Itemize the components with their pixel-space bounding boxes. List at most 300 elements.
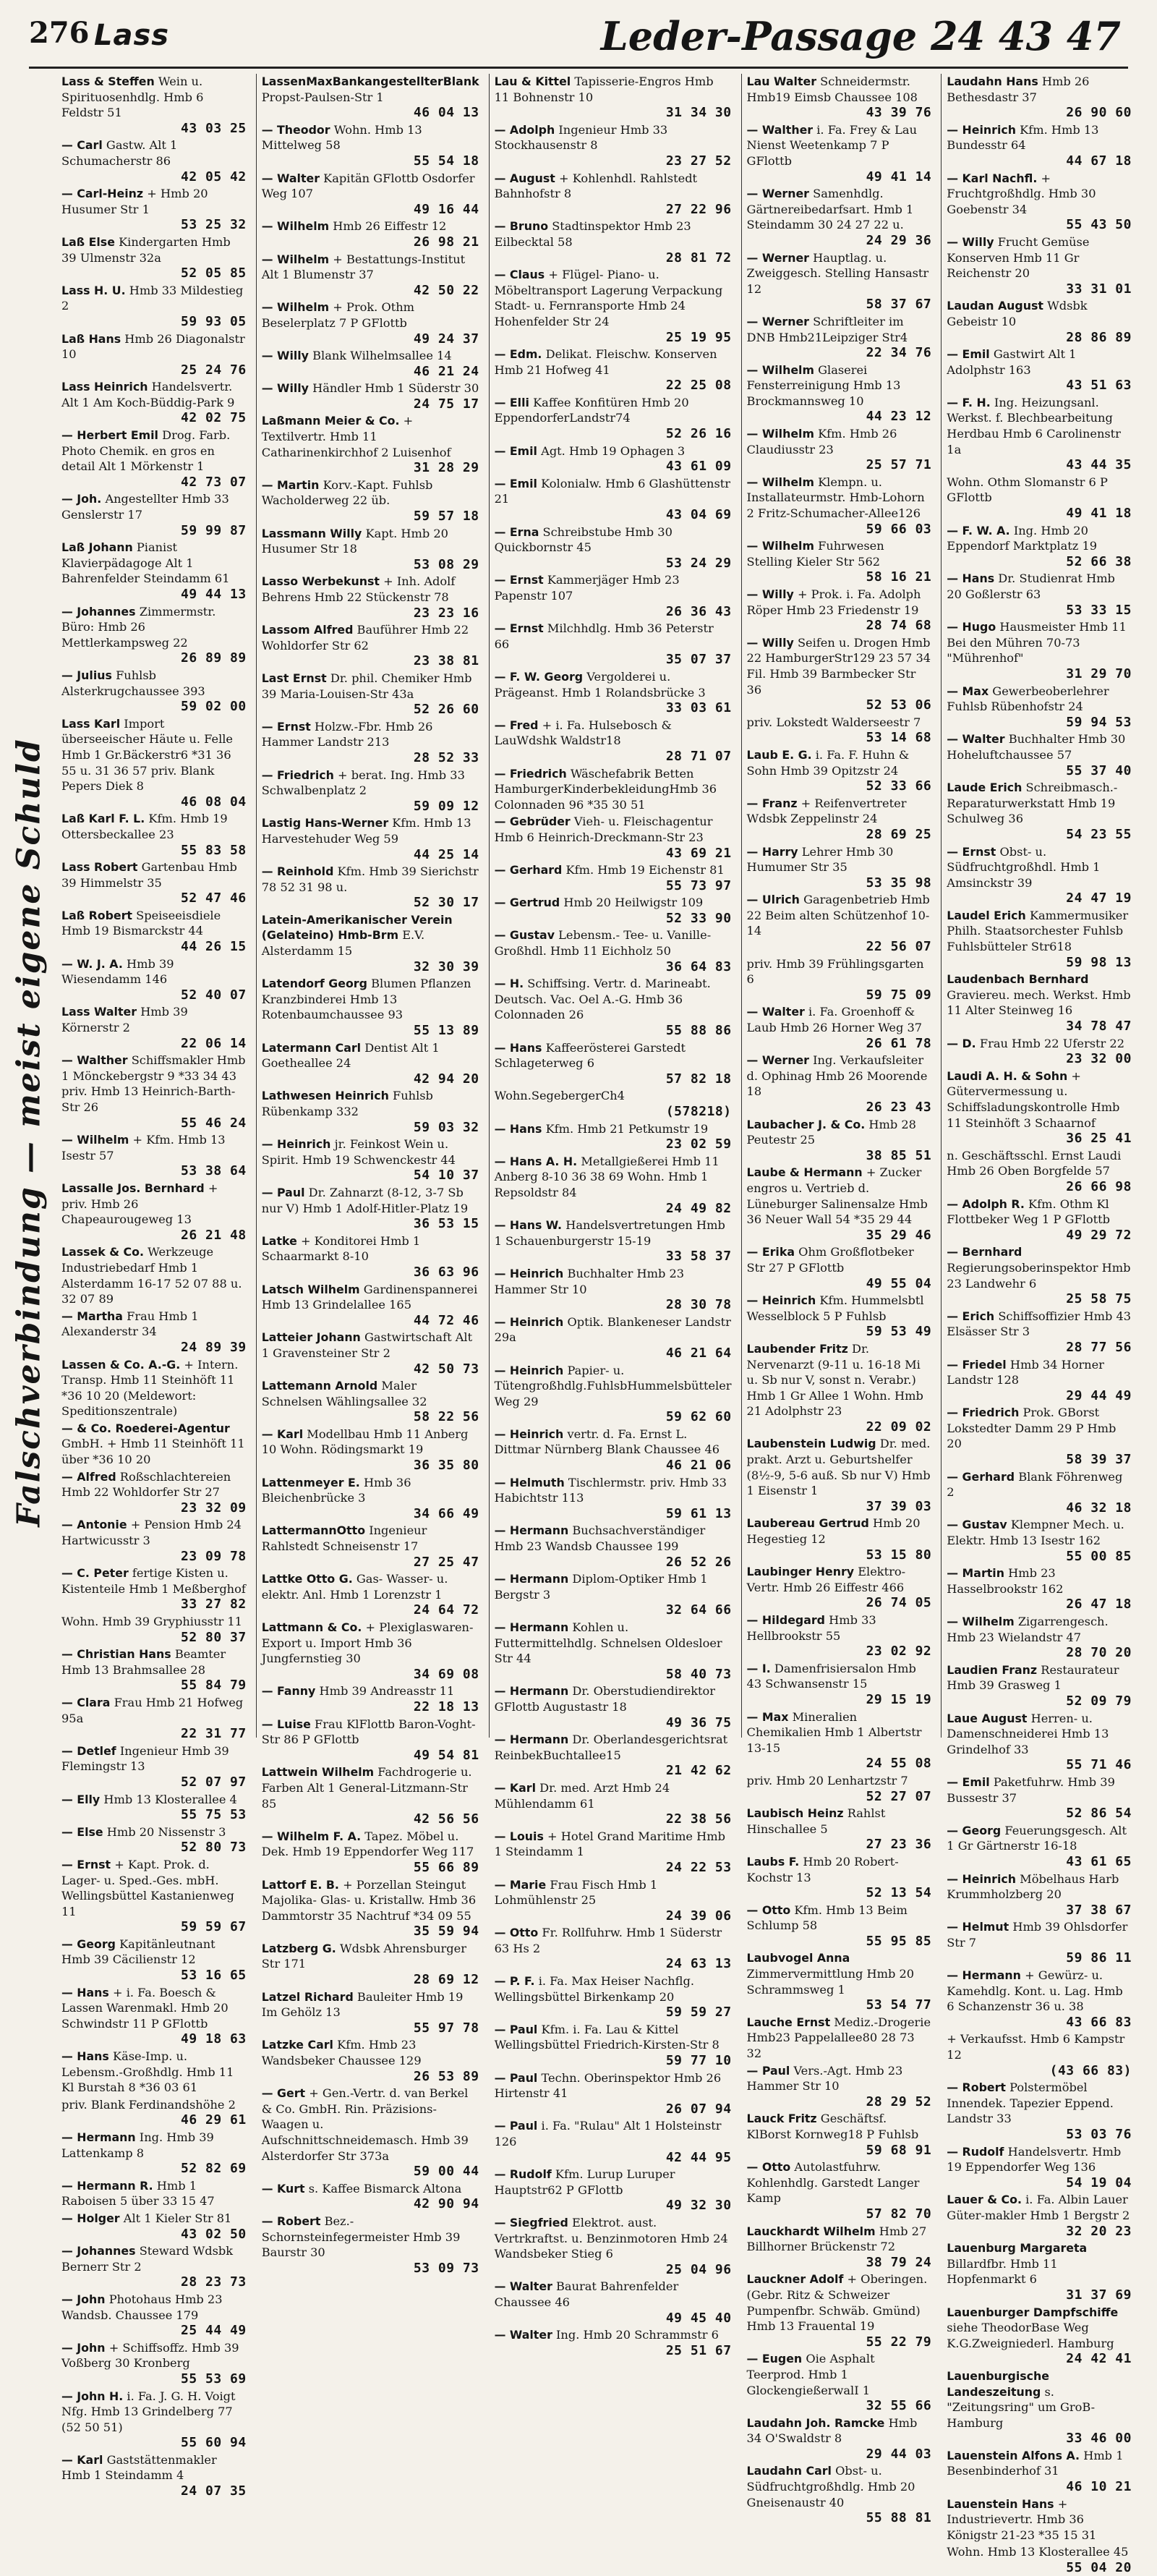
- directory-entry: [262, 2181, 479, 2212]
- entry-details: s. "Zeitungsring" um GroB-Hamburg: [947, 2384, 1096, 2430]
- entry-name: — Wilhelm: [746, 475, 814, 489]
- entry-name: — Martin: [261, 477, 320, 492]
- directory-entry: [947, 1662, 1132, 1709]
- entry-name: Laudel Erich: [947, 908, 1026, 922]
- entry-details: Damenfrisiersalon Hmb 43 Schwansenstr 15: [746, 1661, 916, 1691]
- entry-name: — Walther: [61, 1053, 128, 1068]
- entry-phone: 59 62 60: [665, 1409, 732, 1425]
- entry-phone: 52 47 46: [181, 890, 247, 906]
- entry-details: Hmb 34 Horner Landstr 128: [947, 1357, 1104, 1387]
- entry-details: priv. Hmb 20 Lenhartzstr 7: [746, 1773, 908, 1788]
- directory-entry: [747, 122, 932, 184]
- directory-entry: [495, 122, 732, 169]
- directory-entry: [495, 1040, 732, 1087]
- entry-phone: 57 82 18: [665, 1071, 732, 1087]
- entry-details: Käse-Imp. u. Lebensm.-Großhdlg. Hmb 11 Kl Burstah 8 *36 03 61: [61, 2049, 234, 2095]
- directory-entry: [947, 2496, 1132, 2543]
- entry-name: — Johannes: [61, 2244, 136, 2258]
- directory-columns: [61, 74, 1135, 2576]
- entry-phone: 59 02 00: [181, 699, 247, 715]
- directory-entry: [61, 1517, 247, 1564]
- directory-entry: [947, 619, 1132, 681]
- entry-details: Fachdrogerie u. Farben Alt 1 General-Litzmann-Str 85: [261, 1765, 472, 1811]
- entry-phone: 43 69 21: [665, 845, 732, 861]
- entry-phone: 44 25 14: [413, 846, 479, 862]
- entry-name: — Werner: [746, 250, 809, 265]
- directory-entry: [747, 2415, 932, 2462]
- entry-details: Glaserei Fensterreinigung Hmb 13 Brockmannsweg 10: [746, 362, 901, 408]
- entry-phone: 38 85 51: [866, 1147, 932, 1163]
- entry-name: — Heinrich: [947, 1871, 1016, 1886]
- entry-details: Schiffsoffizier Hmb 43 Elsässer Str 3: [947, 1309, 1132, 1339]
- entry-details: + i. Fa. Boesch & Lassen Warenmakl. Hmb 20 Schwindstr 11 P GFlottb: [61, 1985, 229, 2031]
- entry-details: Ohm Großflotbeker Str 27 P GFlottb: [746, 1245, 914, 1275]
- entry-details: Dr. med. prakt. Arzt u. Geburtshelfer (8½-9, 5-6 auß. Sb nur V) Hmb 1 Eisenstr 1: [746, 1437, 931, 1498]
- entry-name: Latsch Wilhelm: [261, 1282, 360, 1296]
- entry-phone: 24 39 06: [665, 1908, 732, 1924]
- entry-details: Dr. Oberlandesgerichtsrat ReinbekBuchtallee15: [494, 1733, 728, 1762]
- entry-name: — Ernst: [494, 573, 544, 587]
- entry-details: Wäschefabrik Betten HamburgerKinderbekleidungHmb 36 Colonnaden 96 *35 30 51: [494, 766, 717, 812]
- entry-phone: 42 73 07: [181, 474, 247, 490]
- directory-entry: [262, 768, 479, 815]
- entry-name: — Hermann: [494, 1684, 569, 1699]
- directory-entry: [262, 171, 479, 218]
- entry-details: Hmb 39 Andreasstr 11: [319, 1684, 455, 1699]
- entry-details: + Kapt. Prok. d. Lager- u. Sped.-Ges. mbH. Wellingsbüttel Kastanienweg 11: [61, 1857, 234, 1918]
- entry-phone: 58 16 21: [866, 569, 932, 585]
- directory-entry: [262, 477, 479, 524]
- entry-name: Latendorf Georg: [261, 977, 367, 991]
- entry-details: Mineralien Chemikalien Hmb 1 Albertstr 13-15: [746, 1709, 922, 1755]
- entry-details: GmbH. + Hmb 11 Steinhöft 11 über *36 10 20: [61, 1437, 245, 1467]
- entry-name: — C. Peter: [61, 1566, 129, 1581]
- entry-phone: 35 59 94: [413, 1924, 479, 1939]
- entry-phone: 53 25 32: [181, 217, 247, 233]
- entry-phone: 49 32 30: [665, 2198, 732, 2214]
- directory-entry: [61, 604, 247, 666]
- entry-name: — Heinrich: [494, 1363, 564, 1377]
- directory-entry: [747, 1117, 932, 1164]
- entry-name: — Paul: [494, 2119, 538, 2133]
- directory-entry: [947, 780, 1132, 842]
- directory-entry: [61, 1244, 247, 1306]
- entry-details: Kaffee Konfitüren Hmb 20 EppendorferLandstr74: [494, 395, 689, 425]
- entry-phone: 22 56 07: [866, 939, 932, 955]
- entry-name: — Friedrich: [494, 766, 567, 781]
- entry-details: + Bestattungs-Institut Alt 1 Blumenstr 37: [261, 252, 466, 282]
- advertising-banner: Leder-Passage 24 43 47: [600, 13, 1121, 59]
- entry-name: — Hermann: [61, 2130, 136, 2144]
- entry-phone: 52 07 97: [181, 1774, 247, 1790]
- entry-name: — Adolph R.: [947, 1196, 1025, 1211]
- directory-entry: [61, 1565, 247, 1612]
- entry-phone: 44 72 46: [413, 1312, 479, 1328]
- entry-details: + Kfm. Hmb 13 Isestr 57: [61, 1133, 226, 1162]
- entry-details: Kfm. Hmb 19 Eichenstr 81: [565, 863, 725, 877]
- entry-details: Schreibstube Hmb 30 Quickbornstr 45: [494, 524, 673, 555]
- entry-phone: 53 38 64: [181, 1163, 247, 1179]
- entry-name: Lastig Hans-Werner: [261, 816, 389, 830]
- directory-entry: [747, 715, 932, 746]
- entry-phone: 26 36 43: [665, 603, 732, 619]
- directory-entry: [495, 524, 732, 571]
- entry-phone: 52 26 16: [665, 426, 732, 442]
- directory-entry: [262, 1330, 479, 1377]
- entry-name: — Paul: [494, 2022, 538, 2036]
- entry-name: — John: [61, 2340, 106, 2355]
- entry-name: — Hans: [61, 1985, 109, 1999]
- directory-entry: [262, 1040, 479, 1087]
- entry-phone: 55 04 20: [1066, 2560, 1132, 2576]
- entry-name: Lassalle Jos. Bernhard: [61, 1181, 205, 1195]
- directory-entry: [495, 1475, 732, 1522]
- entry-phone: 46 29 61: [181, 2112, 247, 2128]
- entry-phone: 54 19 04: [1066, 2175, 1132, 2190]
- entry-phone: 27 23 36: [866, 1837, 932, 1853]
- entry-details: Hmb 33 Mildestieg 2: [61, 283, 244, 313]
- directory-entry: [495, 1314, 732, 1361]
- directory-entry: [747, 538, 932, 585]
- entry-details: Hmb 20 Robert-Kochstr 13: [746, 1854, 899, 1884]
- entry-name: Lass Karl: [61, 716, 121, 731]
- entry-name: — Max: [746, 1709, 789, 1724]
- entry-details: Buchsachverständiger Hmb 23 Wandsb Chaussee 199: [494, 1523, 706, 1554]
- directory-entry: [947, 1148, 1132, 1195]
- entry-details: Frau KlFlottb Baron-Voght-Str 86 P GFlottb: [261, 1717, 476, 1747]
- directory-entry: [61, 1792, 247, 1823]
- entry-phone: 33 46 00: [1066, 2431, 1132, 2447]
- entry-phone: 44 26 15: [181, 939, 247, 955]
- entry-details: Lehrer Hmb 30 Humumer Str 35: [746, 844, 894, 875]
- entry-name: — Eugen: [746, 2352, 803, 2366]
- entry-phone: 43 66 83: [1066, 2014, 1132, 2030]
- entry-details: Fr. Rollfuhrw. Hmb 1 Süderstr 63 Hs 2: [494, 1926, 722, 1955]
- directory-entry: [61, 811, 247, 858]
- entry-details: Hmb 1 Raboisen 5 über 33 15 47: [61, 2178, 215, 2209]
- directory-entry: [495, 267, 732, 345]
- entry-details: + priv. Hmb 26 Chapeaurougeweg 13: [61, 1181, 218, 1227]
- entry-name: — P. F.: [494, 1974, 535, 1989]
- entry-name: Laudan August: [947, 299, 1043, 313]
- entry-details: Kfm. Othm Kl Flottbeker Weg 1 P GFlottb: [947, 1196, 1110, 1227]
- entry-details: + Zucker engros u. Vertrieb d. Lüneburger Salinensalze Hmb 36 Neuer Wall 54 *35 29 44: [746, 1165, 928, 1227]
- entry-phone: 42 94 20: [413, 1071, 479, 1087]
- entry-name: Lattke Otto G.: [261, 1572, 353, 1586]
- entry-details: + Fruchtgroßhdlg. Hmb 30 Goebenstr 34: [947, 171, 1096, 216]
- entry-details: Elektro-Vertr. Hmb 26 Eiffestr 466: [746, 1565, 906, 1594]
- directory-entry: [262, 1717, 479, 1764]
- directory-entry: [495, 2118, 732, 2165]
- directory-entry: [61, 2292, 247, 2339]
- entry-name: Lassmann Willy: [261, 526, 362, 540]
- entry-details: Kfm. Hmb 21 Petkumstr 19: [545, 1121, 709, 1136]
- entry-name: — Julius: [61, 668, 112, 682]
- directory-entry: [262, 912, 479, 974]
- entry-phone: 24 42 41: [1066, 2351, 1132, 2367]
- directory-entry: [495, 1217, 732, 1264]
- directory-entry: [61, 186, 247, 233]
- entry-phone: 59 94 53: [1066, 714, 1132, 730]
- entry-details: Kfm. Hmb 13 Beim Schlump 58: [746, 1903, 908, 1933]
- entry-details: Herren- u. Damenschneiderei Hmb 13 Grindelhof 33: [947, 1711, 1109, 1756]
- directory-entry: [747, 1661, 932, 1708]
- entry-name: — Elli: [494, 395, 529, 409]
- entry-name: Lauckner Adolf: [746, 2272, 844, 2287]
- entry-details: Hmb 26 Bethesdastr 37: [947, 75, 1090, 104]
- entry-phone: 33 03 61: [665, 700, 732, 716]
- entry-name: — Gerhard: [494, 863, 563, 877]
- entry-name: Laubisch Heinz: [746, 1806, 844, 1821]
- entry-details: Frau Hmb 22 Uferstr 22: [979, 1036, 1124, 1050]
- directory-entry: [747, 1612, 932, 1659]
- entry-details: Schreibmasch.-Reparaturwerkstatt Hmb 19 Schulweg 36: [947, 781, 1118, 826]
- directory-entry: [947, 1068, 1132, 1147]
- directory-entry: [947, 2368, 1132, 2447]
- entry-name: Laubvogel Anna: [746, 1951, 850, 1965]
- entry-phone: 49 41 18: [1066, 506, 1132, 522]
- entry-details: Ingenieur Rahlstedt Schneisenstr 17: [261, 1523, 427, 1554]
- directory-entry: [262, 1523, 479, 1570]
- entry-phone: 24 75 17: [413, 396, 479, 412]
- directory-entry: [747, 747, 932, 794]
- entry-phone: 34 66 49: [413, 1505, 479, 1521]
- entry-details: Gartenbau Hmb 39 Himmelstr 35: [61, 860, 237, 890]
- entry-name: — Karl: [261, 1427, 304, 1441]
- entry-name: — Emil: [494, 443, 537, 458]
- directory-entry: [747, 892, 932, 954]
- directory-entry: [747, 1516, 932, 1563]
- entry-phone: 36 63 96: [413, 1264, 479, 1280]
- entry-phone: 24 22 53: [665, 1859, 732, 1875]
- directory-entry: [61, 1053, 247, 1131]
- entry-phone: 52 80 37: [181, 1629, 247, 1645]
- entry-phone: 46 10 21: [1066, 2479, 1132, 2495]
- entry-details: Steward Wdsbk Bernerr Str 2: [61, 2244, 234, 2274]
- entry-phone: 37 39 03: [866, 1498, 932, 1514]
- entry-name: — H.: [494, 977, 524, 991]
- entry-details: Zigarrengesch. Hmb 23 Wielandstr 47: [947, 1615, 1109, 1644]
- directory-entry: [747, 250, 932, 313]
- entry-phone: 36 64 83: [665, 958, 732, 974]
- entry-name: Lattemann Arnold: [261, 1379, 378, 1393]
- directory-entry: [495, 1363, 732, 1425]
- entry-details: Maler Schnelsen Wählingsallee 32: [261, 1379, 427, 1408]
- directory-entry: [495, 669, 732, 716]
- entry-phone: 32 20 23: [1066, 2223, 1132, 2239]
- entry-phone: 49 54 81: [413, 1747, 479, 1763]
- entry-phone: 59 99 87: [181, 522, 247, 538]
- directory-entry: [947, 972, 1132, 1034]
- entry-name: Lassen & Co. A.-G.: [61, 1357, 181, 1372]
- entry-name: — F. W. A.: [947, 523, 1010, 537]
- entry-details: i. Fa. J. G. H. Voigt Nfg. Hmb 13 Grindelberg 77 (52 50 51): [61, 2389, 236, 2434]
- entry-details: Hauptlag. u. Zweiggesch. Stelling Hansastr 12: [746, 250, 929, 296]
- entry-name: Laubenstein Ludwig: [746, 1437, 876, 1451]
- entry-name: Laubereau Gertrud: [746, 1516, 869, 1531]
- directory-entry: [61, 2452, 247, 2499]
- entry-details: Hmb 23 Hasselbrookstr 162: [947, 1566, 1064, 1596]
- entry-phone: 44 67 18: [1066, 153, 1132, 169]
- entry-name: Lasso Werbekunst: [261, 574, 380, 589]
- directory-entry: [495, 1732, 732, 1779]
- entry-name: — Hermann: [947, 1968, 1021, 1983]
- directory-entry: [262, 864, 479, 911]
- entry-details: Paketfuhrw. Hmb 39 Bussestr 37: [947, 1774, 1115, 1805]
- directory-entry: [747, 74, 932, 121]
- entry-details: Baurat Bahrenfelder Chaussee 46: [494, 2279, 679, 2309]
- entry-name: — Walter: [494, 2279, 552, 2294]
- entry-details: Möbelhaus Harb Krummholzberg 20: [947, 1871, 1119, 1902]
- directory-entry: [947, 2144, 1132, 2191]
- entry-name: — Emil: [947, 347, 990, 362]
- entry-details: + Reifenvertreter Wdsbk Zeppelinstr 24: [746, 796, 907, 826]
- entry-details: Klempner Mech. u. Elektr. Hmb 13 Isestr 162: [947, 1518, 1124, 1548]
- entry-details: Werkzeuge Industriebedarf Hmb 1 Alsterdamm 16-17 52 07 88 u. 32 07 89: [61, 1245, 242, 1306]
- entry-phone: 24 55 08: [866, 1756, 932, 1772]
- entry-details: n. Geschäftsschl. Ernst Laudi Hmb 26 Oben Borgfelde 57: [947, 1148, 1122, 1178]
- directory-entry: [262, 1136, 479, 1183]
- directory-entry: [747, 796, 932, 843]
- entry-name: Laubender Fritz: [746, 1341, 848, 1356]
- entry-phone: 55 53 69: [181, 2371, 247, 2386]
- entry-name: — Emil: [947, 1774, 990, 1789]
- entry-name: Laß Johann: [61, 540, 133, 555]
- entry-phone: 52 66 38: [1066, 553, 1132, 569]
- directory-entry: [747, 2351, 932, 2413]
- directory-entry: [747, 1806, 932, 1853]
- entry-name: Latzberg G.: [261, 1941, 336, 1955]
- entry-name: — Hildegard: [746, 1613, 825, 1627]
- directory-entry: [947, 1244, 1132, 1306]
- entry-details: Buchhalter Hmb 23 Hammer Str 10: [494, 1266, 685, 1296]
- directory-entry: [262, 1282, 479, 1329]
- entry-phone: 59 77 10: [665, 2053, 732, 2069]
- entry-phone: 42 50 22: [413, 282, 479, 298]
- entry-name: — I.: [746, 1661, 771, 1675]
- directory-entry: [262, 252, 479, 299]
- directory-entry: [747, 1436, 932, 1514]
- directory-entry: [947, 1036, 1132, 1067]
- directory-entry: [495, 74, 732, 121]
- entry-name: Lauer & Co.: [947, 2193, 1022, 2207]
- directory-entry: [262, 574, 479, 621]
- entry-phone: 46 08 04: [181, 794, 247, 809]
- entry-phone: 53 09 73: [413, 2260, 479, 2276]
- entry-details: Drog. Farb. Photo Chemik. en gros en detail Alt 1 Mörkenstr 1: [61, 428, 231, 474]
- entry-details: Händler Hmb 1 Süderstr 30: [312, 381, 479, 396]
- entry-phone: 57 82 70: [866, 2206, 932, 2222]
- entry-details: Frau Hmb 1 Alexanderstr 34: [61, 1309, 199, 1339]
- directory-entry: [747, 426, 932, 473]
- entry-details: Seifen u. Drogen Hmb 22 HamburgerStr129 23 57 34 Fil. Hmb 39 Barmbecker Str 36: [746, 635, 931, 697]
- directory-entry: [495, 1571, 732, 1618]
- entry-details: Handelsvertr. Alt 1 Am Koch-Büddig-Park 9: [61, 380, 235, 409]
- entry-phone: 25 24 76: [181, 362, 247, 378]
- entry-name: — Werner: [746, 314, 809, 328]
- entry-name: — Wilhelm: [261, 219, 330, 234]
- entry-details: + Hotel Grand Maritime Hmb 1 Steindamm 1: [494, 1829, 725, 1859]
- entry-name: Laß Karl F. L.: [61, 812, 145, 826]
- entry-phone: 55 75 53: [181, 1807, 247, 1823]
- entry-name: — Robert: [261, 2214, 321, 2228]
- entry-phone: 26 21 48: [181, 1227, 247, 1243]
- directory-entry: [262, 1764, 479, 1827]
- directory-entry: [747, 587, 932, 634]
- directory-entry: [747, 2159, 932, 2222]
- entry-phone: 53 24 29: [665, 555, 732, 571]
- entry-name: — Hans: [61, 2049, 109, 2064]
- directory-entry: [947, 2544, 1132, 2575]
- entry-name: Laub E. G.: [746, 747, 812, 762]
- directory-entry: [495, 1973, 732, 2020]
- entry-name: — Karl: [61, 2452, 103, 2467]
- directory-entry: [262, 815, 479, 862]
- directory-entry: [947, 298, 1132, 345]
- directory-entry: [61, 1309, 247, 1356]
- entry-phone: 28 52 33: [413, 749, 479, 765]
- entry-details: Hmb 33 Hellbrookstr 55: [746, 1613, 876, 1643]
- entry-details: Papier- u. Tütengroßhdlg.FuhlsbHummelsbütteler Weg 29: [494, 1363, 732, 1408]
- entry-phone: 49 41 14: [866, 169, 932, 184]
- entry-details: Gastw. Alt 1 Schumacherstr 86: [61, 138, 178, 168]
- entry-name: — Harry: [746, 844, 798, 859]
- entry-phone: 26 89 89: [181, 650, 247, 666]
- directory-entry: [495, 1683, 732, 1730]
- entry-details: Elektrot. aust. Vertrkraftst. u. Benzinmotoren Hmb 24 Wandsbeker Stieg 6: [494, 2215, 728, 2261]
- directory-entry: [947, 2448, 1132, 2495]
- directory-entry: [495, 2215, 732, 2277]
- directory-entry: [262, 671, 479, 718]
- entry-name: — Emil: [494, 476, 537, 490]
- entry-details: Techn. Oberinspektor Hmb 26 Hirtenstr 41: [494, 2070, 722, 2101]
- entry-details: Wohn. Hmb 13 Mittelweg 58: [261, 122, 422, 153]
- entry-phone: 43 02 50: [181, 2226, 247, 2242]
- directory-entry: [262, 348, 479, 379]
- entry-details: Gas- Wasser- u. elektr. Anl. Hmb 1 Lorenzstr 1: [261, 1572, 448, 1602]
- entry-phone: 59 03 32: [413, 1119, 479, 1135]
- entry-phone: 52 27 07: [866, 1788, 932, 1804]
- directory-entry: [495, 2167, 732, 2214]
- directory-entry: [61, 331, 247, 378]
- entry-phone: 33 27 82: [181, 1597, 247, 1612]
- entry-name: Laudenbach Bernhard: [947, 972, 1089, 987]
- entry-phone: 52 86 54: [1066, 1806, 1132, 1822]
- entry-phone: 52 82 69: [181, 2161, 247, 2177]
- directory-entry: [262, 122, 479, 169]
- entry-phone: 49 36 75: [665, 1714, 732, 1730]
- entry-details: Rahlst Hinschallee 5: [746, 1806, 886, 1836]
- entry-phone: 59 86 11: [1066, 1950, 1132, 1966]
- entry-phone: 55 54 18: [413, 153, 479, 169]
- entry-details: Mediz.-Drogerie Hmb23 Pappelallee80 28 73 32: [746, 2015, 931, 2061]
- entry-name: — Rudolf: [494, 2167, 552, 2182]
- entry-phone: 53 08 29: [413, 556, 479, 572]
- directory-entry: [262, 218, 479, 250]
- entry-phone: 55 73 97: [665, 877, 732, 893]
- entry-phone: 55 43 50: [1066, 217, 1132, 233]
- entry-details: Vieh- u. Fleischagentur Hmb 6 Heinrich-Dreckmann-Str 23: [494, 815, 713, 844]
- entry-name: Laßmann Meier & Co.: [261, 414, 400, 428]
- entry-phone: 43 04 69: [665, 507, 732, 523]
- entry-details: + Textilvertr. Hmb 11 Catharinenkirchhof 2 Luisenhof: [261, 414, 451, 459]
- directory-entry: [61, 1857, 247, 1935]
- directory-entry: [747, 1244, 932, 1291]
- directory-entry: [947, 74, 1132, 121]
- entry-phone: 28 70 20: [1066, 1645, 1132, 1661]
- entry-name: — Alfred: [61, 1469, 116, 1484]
- entry-details: + Prok. i. Fa. Adolph Röper Hmb 23 Friedenstr 19: [746, 587, 921, 617]
